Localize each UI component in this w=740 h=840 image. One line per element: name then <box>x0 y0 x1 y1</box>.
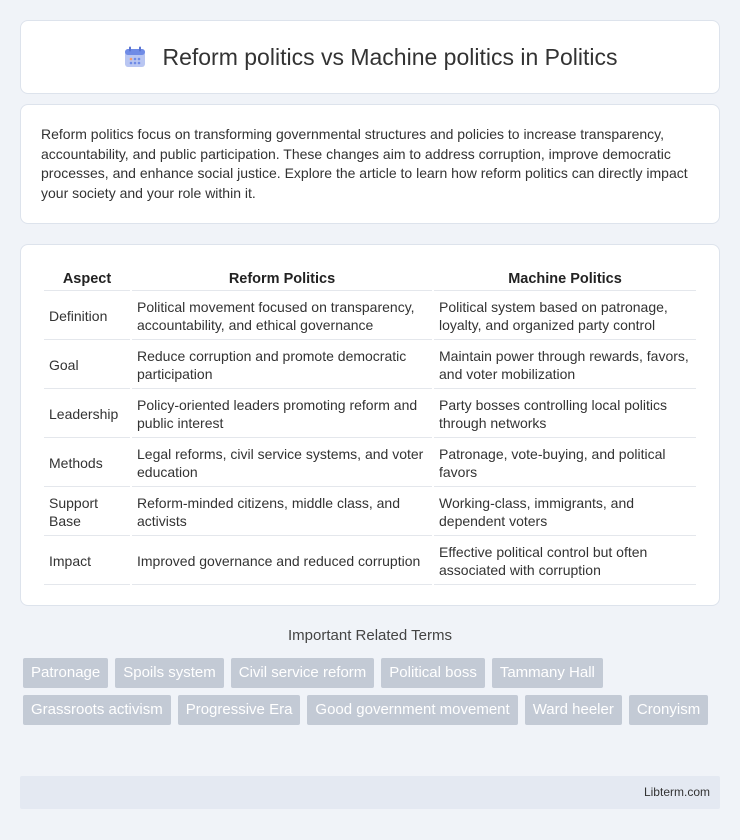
header-card <box>20 20 720 94</box>
reform-cell: Reform-minded citizens, middle class, and activists <box>132 489 432 536</box>
table-row <box>44 391 696 438</box>
machine-cell: Maintain power through rewards, favors, and voter mobilization <box>434 342 696 389</box>
aspect-cell: Leadership <box>44 391 130 438</box>
machine-cell: Working-class, immigrants, and dependent voters <box>434 489 696 536</box>
related-terms-list <box>23 658 723 725</box>
tag-civil-service-reform[interactable]: Civil service reform <box>231 658 375 688</box>
reform-cell: Improved governance and reduced corruption <box>132 538 432 585</box>
aspect-cell: Definition <box>44 293 130 340</box>
comparison-table <box>42 265 698 587</box>
tag-grassroots-activism[interactable]: Grassroots activism <box>23 695 171 725</box>
tag-cronyism[interactable]: Cronyism <box>629 695 708 725</box>
reform-cell: Reduce corruption and promote democratic participation <box>132 342 432 389</box>
aspect-cell: Methods <box>44 440 130 487</box>
machine-cell: Party bosses controlling local politics through networks <box>434 391 696 438</box>
tag-good-government-movement[interactable]: Good government movement <box>307 695 517 725</box>
aspect-cell: Support Base <box>44 489 130 536</box>
table-header-row <box>44 267 696 291</box>
tag-ward-heeler[interactable]: Ward heeler <box>525 695 622 725</box>
footer-site-link[interactable]: Libterm.com <box>643 785 710 799</box>
title-wrap <box>122 44 617 71</box>
calendar-icon <box>122 44 148 70</box>
aspect-cell: Goal <box>44 342 130 389</box>
header-machine: Machine Politics <box>434 267 696 291</box>
tag-tammany-hall[interactable]: Tammany Hall <box>492 658 603 688</box>
comparison-card <box>20 244 720 606</box>
intro-card <box>20 104 720 224</box>
aspect-cell: Impact <box>44 538 130 585</box>
machine-cell: Political system based on patronage, loyalty, and organized party control <box>434 293 696 340</box>
intro-text: Reform politics focus on transforming governmental structures and policies to increase transparency, accountability, and public participation. These changes aim to address corruption, improve democratic processes, and enhance social justice. Explore the article to learn how reform politics can directly impact your society and your role within it. <box>41 126 688 201</box>
page-title: Reform politics vs Machine politics in Politics <box>162 43 618 70</box>
footer <box>20 776 720 809</box>
tag-progressive-era[interactable]: Progressive Era <box>178 695 301 725</box>
table-row <box>44 440 696 487</box>
reform-cell: Political movement focused on transparency, accountability, and ethical governance <box>132 293 432 340</box>
related-terms-title: Important Related Terms <box>288 627 452 644</box>
tag-spoils-system[interactable]: Spoils system <box>115 658 224 688</box>
tag-patronage[interactable]: Patronage <box>23 658 108 688</box>
reform-cell: Legal reforms, civil service systems, and voter education <box>132 440 432 487</box>
table-row <box>44 342 696 389</box>
table-row <box>44 538 696 585</box>
table-row <box>44 489 696 536</box>
reform-cell: Policy-oriented leaders promoting reform and public interest <box>132 391 432 438</box>
header-aspect: Aspect <box>44 267 130 291</box>
table-row <box>44 293 696 340</box>
header-reform: Reform Politics <box>132 267 432 291</box>
machine-cell: Effective political control but often associated with corruption <box>434 538 696 585</box>
machine-cell: Patronage, vote-buying, and political favors <box>434 440 696 487</box>
tag-political-boss[interactable]: Political boss <box>381 658 485 688</box>
